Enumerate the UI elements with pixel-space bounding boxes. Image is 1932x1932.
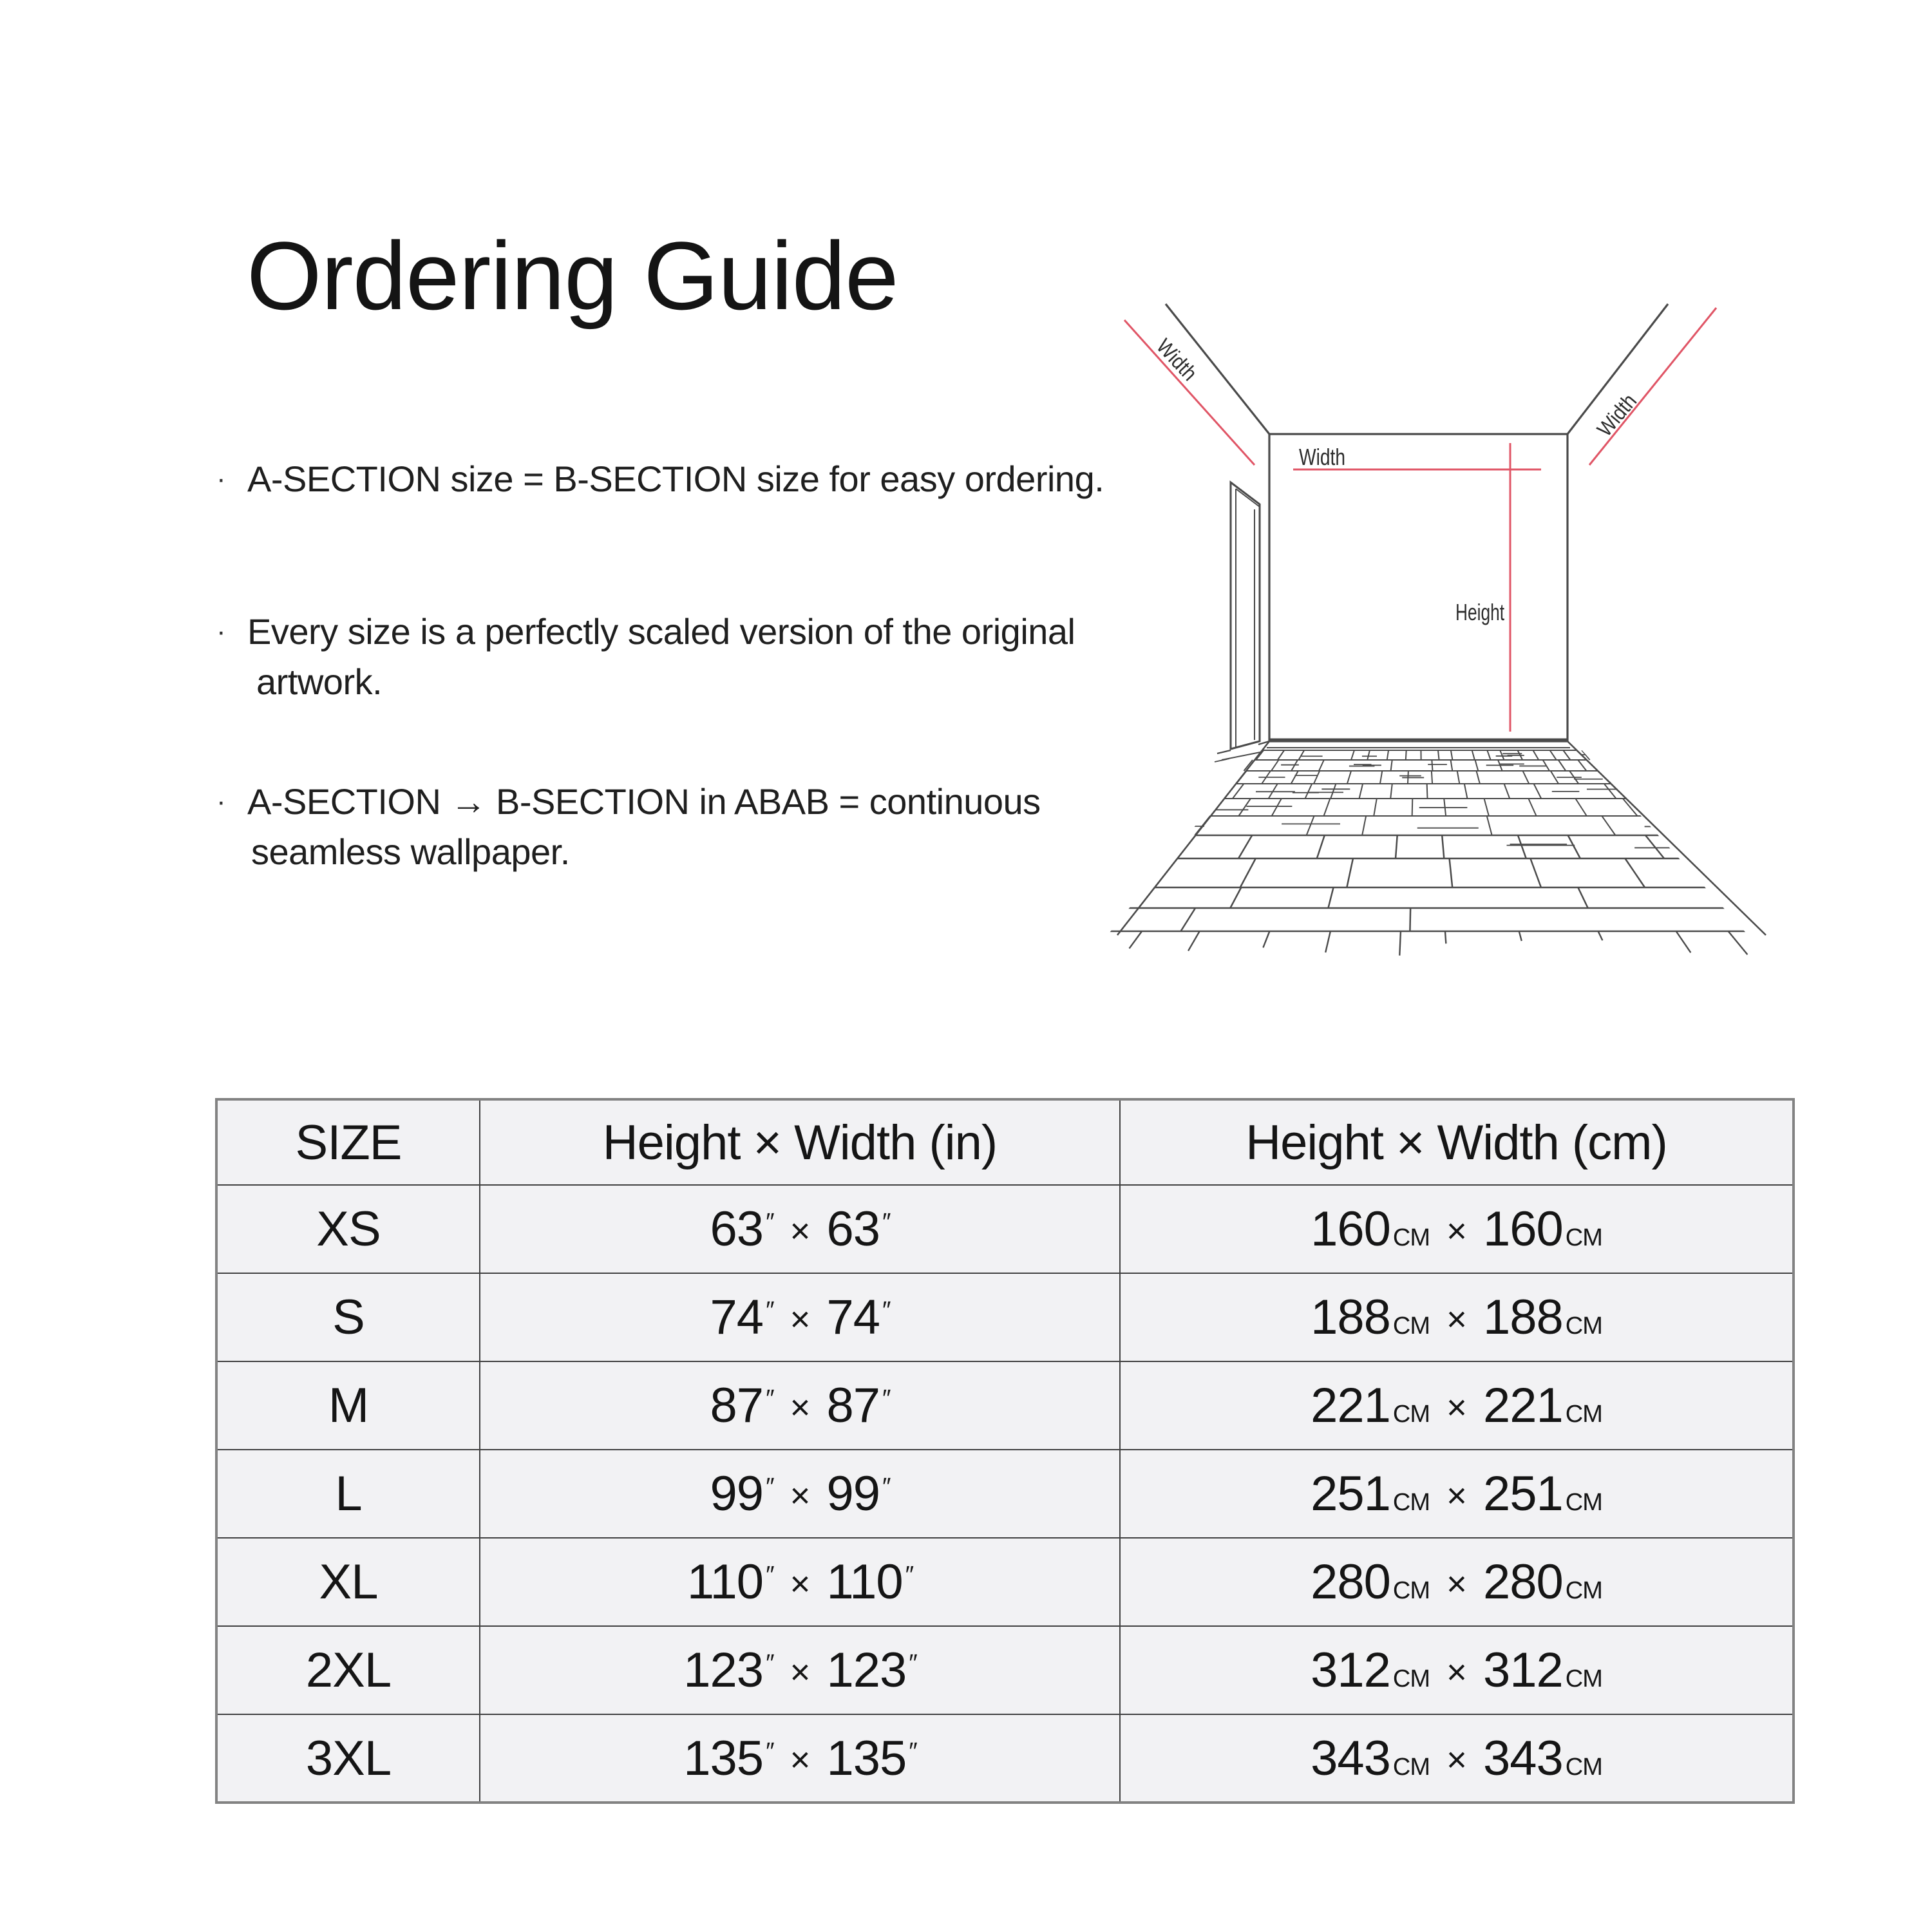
inches-cell: 74 ″ × 74 ″ [480,1273,1120,1361]
note-text: Every size is a perfectly scaled version of the original artwork. [247,611,1075,702]
room-diagram [1088,270,1790,979]
cm-mark: CM [1392,1312,1430,1340]
times-sign: × [1446,1387,1466,1427]
size-cell: 3XL [216,1714,480,1803]
cm-cell: 312 CM × 312 CM [1120,1626,1794,1714]
times-sign: × [790,1739,810,1780]
times-sign: × [1446,1475,1466,1515]
table-row [216,1450,1794,1538]
inches-cell: 63 ″ × 63 ″ [480,1185,1120,1273]
width-label-right: Width [1592,384,1645,441]
cm-mark: CM [1565,1401,1602,1428]
width-label-left: Width [1151,334,1207,390]
cm-mark: CM [1565,1312,1602,1340]
times-sign: × [1446,1210,1466,1251]
back-wall [1269,434,1567,741]
bullet-dot: · [216,463,226,495]
cm-mark: CM [1392,1489,1430,1516]
cm-mark: CM [1565,1665,1602,1692]
inch-mark: ″ [905,1562,913,1589]
inch-mark: ″ [882,1473,890,1501]
floor-tiles [1088,750,1790,956]
note-item [216,454,1104,504]
cm-mark: CM [1565,1577,1602,1604]
inch-mark: ″ [909,1650,916,1678]
floor-edge-right [1567,741,1766,935]
floor-edge-left [1117,741,1269,935]
size-cell: S [216,1273,480,1361]
door [1231,482,1260,749]
cm-mark: CM [1392,1753,1430,1781]
times-sign: × [790,1651,810,1692]
times-sign: × [790,1210,810,1251]
inches-cell: 135 ″ × 135 ″ [480,1714,1120,1803]
times-sign: × [790,1387,810,1427]
col-header-cm: Height × Width (cm) [1120,1099,1794,1185]
cm-mark: CM [1565,1489,1602,1516]
cm-cell: 188 CM × 188 CM [1120,1273,1794,1361]
times-sign: × [790,1298,810,1339]
cm-cell: 160 CM × 160 CM [1120,1185,1794,1273]
inch-mark: ″ [766,1562,773,1589]
times-sign: × [1446,1739,1466,1780]
times-sign: × [790,1563,810,1604]
inch-mark: ″ [882,1209,890,1236]
times-sign: × [1446,1563,1466,1604]
table-row [216,1538,1794,1626]
cm-mark: CM [1392,1665,1430,1692]
cm-mark: CM [1392,1224,1430,1251]
inch-mark: ″ [766,1738,773,1765]
inch-mark: ″ [766,1385,773,1413]
times-sign: × [1446,1298,1466,1339]
width-line-right [1589,308,1716,465]
bullet-dot: · [216,616,226,647]
inch-mark: ″ [766,1297,773,1325]
cm-mark: CM [1392,1577,1430,1604]
height-label: Height [1455,599,1504,625]
inches-cell: 99 ″ × 99 ″ [480,1450,1120,1538]
note-text: A-SECTION → B-SECTION in ABAB = continuous seamless wallpaper. [247,781,1041,872]
table-row [216,1361,1794,1450]
col-header-inches: Height × Width (in) [480,1099,1120,1185]
inch-mark: ″ [882,1385,890,1413]
times-sign: × [790,1475,810,1515]
inch-mark: ″ [766,1473,773,1501]
size-cell: 2XL [216,1626,480,1714]
page-title: Ordering Guide [247,222,898,330]
table-row [216,1714,1794,1803]
inches-cell: 87 ″ × 87 ″ [480,1361,1120,1450]
size-cell: XL [216,1538,480,1626]
table-row [216,1185,1794,1273]
col-header-size: SIZE [216,1099,480,1185]
cm-mark: CM [1392,1401,1430,1428]
table-row [216,1273,1794,1361]
cm-cell: 251 CM × 251 CM [1120,1450,1794,1538]
cm-mark: CM [1565,1224,1602,1251]
size-table-header [216,1099,1794,1185]
width-label-top: Width [1299,444,1345,470]
note-text: A-SECTION size = B-SECTION size for easy ordering. [247,459,1104,499]
inch-mark: ″ [909,1738,916,1765]
note-item [216,607,1075,707]
cm-mark: CM [1565,1753,1602,1781]
cm-cell: 343 CM × 343 CM [1120,1714,1794,1803]
table-row [216,1626,1794,1714]
cm-cell: 221 CM × 221 CM [1120,1361,1794,1450]
size-cell: L [216,1450,480,1538]
size-table [215,1098,1795,1804]
bullet-dot: · [216,786,226,817]
inches-cell: 110 ″ × 110 ″ [480,1538,1120,1626]
times-sign: × [1446,1651,1466,1692]
size-cell: XS [216,1185,480,1273]
inch-mark: ″ [766,1209,773,1236]
inches-cell: 123 ″ × 123 ″ [480,1626,1120,1714]
inch-mark: ″ [766,1650,773,1678]
size-cell: M [216,1361,480,1450]
inch-mark: ″ [882,1297,890,1325]
cm-cell: 280 CM × 280 CM [1120,1538,1794,1626]
note-item [216,777,1041,877]
